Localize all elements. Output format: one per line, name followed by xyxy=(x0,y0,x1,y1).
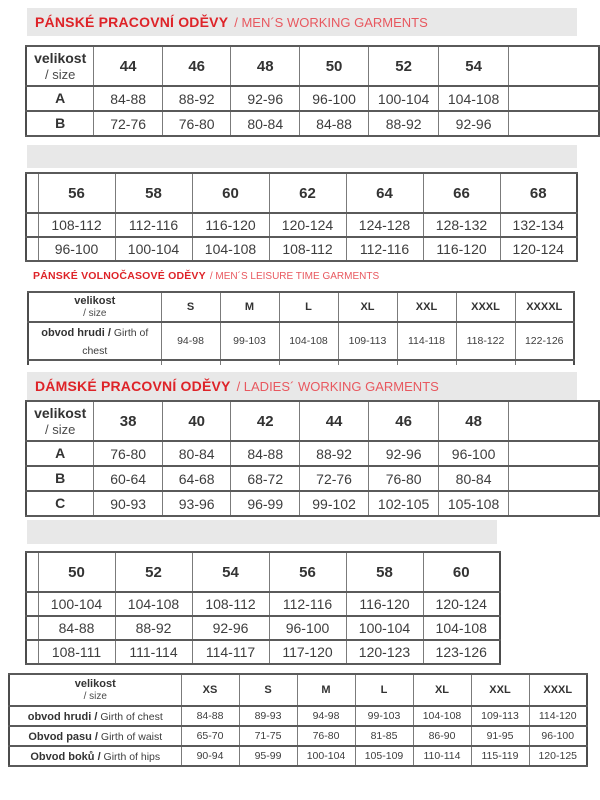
size-column-header: S xyxy=(239,674,297,706)
size-column-header: 62 xyxy=(269,173,346,213)
measurement-range-cell: 102-105 xyxy=(369,491,439,516)
measurement-range-cell: 112-116 xyxy=(115,213,192,237)
measurement-range-cell: 76-80 xyxy=(369,466,439,491)
cut-column-cell xyxy=(509,491,599,516)
measurement-range-cell: 96-100 xyxy=(439,441,509,466)
row-label-cell xyxy=(26,111,94,136)
measurement-range-cell: 112-116 xyxy=(346,237,423,261)
measurement-range-cell: 104-108 xyxy=(439,86,509,111)
measurement-range-cell: 96-100 xyxy=(269,616,346,640)
size-column-header: 38 xyxy=(94,401,163,441)
row-label-bold: B xyxy=(55,469,66,486)
size-table xyxy=(25,551,501,665)
size-column-header: XXL xyxy=(397,292,456,322)
table-row xyxy=(26,237,577,261)
measurement-range-cell: 94-98 xyxy=(161,322,220,360)
measurement-range-cell: 81-85 xyxy=(355,726,413,746)
table-row xyxy=(26,616,500,640)
velikost-label: velikost xyxy=(74,677,116,690)
row-label-translation: Girth of hips xyxy=(100,751,161,763)
measurement-range-cell: 120-124 xyxy=(269,213,346,237)
size-column-header: XXXXL xyxy=(515,292,574,322)
size-column-header: 56 xyxy=(269,552,346,592)
table-row xyxy=(26,640,500,664)
measurement-range-cell: 114-120 xyxy=(529,706,587,726)
measurement-range-cell: 109-113 xyxy=(471,706,529,726)
measurement-range-cell: 76-80 xyxy=(94,441,163,466)
size-column-header: 64 xyxy=(346,173,423,213)
section-title-english: / MEN´S LEISURE TIME GARMENTS xyxy=(209,270,380,282)
measurement-range-cell: 60-64 xyxy=(94,466,163,491)
row-label-translation: Girth of chest xyxy=(97,711,163,723)
measurement-range-cell xyxy=(220,360,279,365)
measurement-range-cell: 92-96 xyxy=(439,111,509,136)
row-label-bold: Obvod boků / xyxy=(30,751,101,763)
measurement-range-cell: 94-98 xyxy=(297,706,355,726)
measurement-range-cell: 116-120 xyxy=(423,237,500,261)
cut-column-cell xyxy=(509,111,599,136)
size-table xyxy=(8,673,588,767)
table-mens-working-sizes-44-54 xyxy=(25,45,600,139)
size-column-header: 54 xyxy=(439,46,509,86)
table-row xyxy=(26,441,599,466)
measurement-range-cell: 123-126 xyxy=(423,640,500,664)
size-column-header: 66 xyxy=(423,173,500,213)
size-table xyxy=(27,291,575,365)
divider-bar xyxy=(27,520,497,544)
measurement-range-cell: 100-104 xyxy=(346,616,423,640)
size-table xyxy=(25,172,578,262)
measurement-range-cell: 84-88 xyxy=(181,706,239,726)
measurement-range-cell: 91-95 xyxy=(471,726,529,746)
measurement-range-cell: 128-132 xyxy=(423,213,500,237)
size-label-header-cell xyxy=(9,674,181,706)
measurement-range-cell: 117-120 xyxy=(269,640,346,664)
measurement-range-cell: 116-120 xyxy=(346,592,423,616)
table-ladies-working-sizes-50-60 xyxy=(25,551,502,667)
measurement-range-cell: 95-99 xyxy=(239,746,297,766)
size-column-header: 60 xyxy=(423,552,500,592)
row-label-bold: obvod hrudi / xyxy=(41,327,111,339)
size-column-header: 40 xyxy=(162,401,231,441)
measurement-range-cell: 105-109 xyxy=(355,746,413,766)
measurement-range-cell: 100-104 xyxy=(297,746,355,766)
size-column-header: 54 xyxy=(192,552,269,592)
measurement-range-cell: 108-112 xyxy=(38,213,115,237)
measurement-range-cell: 72-76 xyxy=(300,466,369,491)
table-row xyxy=(26,592,500,616)
measurement-range-cell: 76-80 xyxy=(162,111,231,136)
measurement-range-cell: 84-88 xyxy=(94,86,163,111)
size-label: / size xyxy=(45,67,76,82)
cut-sliver-cell xyxy=(26,616,38,640)
size-column-header: XL xyxy=(338,292,397,322)
section-title-english: / LADIES´ WORKING GARMENTS xyxy=(236,378,439,394)
measurement-range-cell: 111-114 xyxy=(115,640,192,664)
measurement-range-cell: 100-104 xyxy=(38,592,115,616)
measurement-range-cell: 120-123 xyxy=(346,640,423,664)
size-label: / size xyxy=(83,307,107,319)
section-title-czech: PÁNSKÉ VOLNOČASOVÉ ODĚVY xyxy=(33,270,206,282)
measurement-range-cell: 92-96 xyxy=(231,86,300,111)
cut-sliver-cell xyxy=(26,213,38,237)
size-column-header: 42 xyxy=(231,401,300,441)
measurement-range-cell: 120-124 xyxy=(500,237,577,261)
measurement-range-cell: 65-70 xyxy=(181,726,239,746)
measurement-range-cell: 76-80 xyxy=(297,726,355,746)
measurement-range-cell: 88-92 xyxy=(115,616,192,640)
measurement-range-cell: 104-108 xyxy=(413,706,471,726)
row-label-cell xyxy=(9,726,181,746)
measurement-range-cell xyxy=(161,360,220,365)
cut-column-cell xyxy=(509,86,599,111)
size-column-header: 58 xyxy=(115,173,192,213)
velikost-label: velikost xyxy=(34,405,87,421)
table-ladies-leisure-sizes xyxy=(8,673,589,768)
measurement-range-cell: 110-114 xyxy=(413,746,471,766)
measurement-range-cell: 99-103 xyxy=(355,706,413,726)
table-row xyxy=(26,213,577,237)
measurement-range-cell: 118-122 xyxy=(456,322,515,360)
size-table xyxy=(25,45,600,137)
table-row xyxy=(28,360,574,365)
measurement-range-cell: 120-125 xyxy=(529,746,587,766)
measurement-range-cell: 88-92 xyxy=(162,86,231,111)
table-header-row xyxy=(26,401,599,441)
cut-column-cell xyxy=(509,466,599,491)
size-column-header: 52 xyxy=(369,46,439,86)
row-label-cell xyxy=(26,491,94,516)
measurement-range-cell: 104-108 xyxy=(115,592,192,616)
table-row xyxy=(26,491,599,516)
measurement-range-cell: 68-72 xyxy=(231,466,300,491)
size-label-header-cell xyxy=(26,401,94,441)
measurement-range-cell: 84-88 xyxy=(38,616,115,640)
section-header-mens-leisure xyxy=(33,269,379,283)
size-column-header: 52 xyxy=(115,552,192,592)
measurement-range-cell: 96-100 xyxy=(529,726,587,746)
measurement-range-cell: 71-75 xyxy=(239,726,297,746)
measurement-range-cell xyxy=(515,360,574,365)
measurement-range-cell xyxy=(397,360,456,365)
measurement-range-cell: 84-88 xyxy=(300,111,369,136)
measurement-range-cell: 104-108 xyxy=(192,237,269,261)
measurement-range-cell: 72-76 xyxy=(94,111,163,136)
measurement-range-cell: 116-120 xyxy=(192,213,269,237)
size-column-header: L xyxy=(279,292,338,322)
table-header-row xyxy=(26,46,599,86)
measurement-range-cell: 104-108 xyxy=(279,322,338,360)
table-mens-working-sizes-56-68 xyxy=(25,172,579,264)
measurement-range-cell: 124-128 xyxy=(346,213,423,237)
cut-sliver-cell xyxy=(26,173,38,213)
row-label-bold: B xyxy=(55,114,66,131)
measurement-range-cell: 108-111 xyxy=(38,640,115,664)
size-column-header: M xyxy=(220,292,279,322)
velikost-label: velikost xyxy=(34,50,87,66)
size-column-header: 58 xyxy=(346,552,423,592)
measurement-range-cell: 100-104 xyxy=(369,86,439,111)
row-label-cell xyxy=(9,746,181,766)
table-row xyxy=(26,86,599,111)
section-title-english: / MEN´S WORKING GARMENTS xyxy=(234,14,428,30)
size-column-header: XXL xyxy=(471,674,529,706)
cut-column-cell xyxy=(509,46,599,86)
measurement-range-cell: 84-88 xyxy=(231,441,300,466)
size-column-header: XXXL xyxy=(529,674,587,706)
measurement-range-cell: 109-113 xyxy=(338,322,397,360)
measurement-range-cell: 96-99 xyxy=(231,491,300,516)
cut-sliver-cell xyxy=(26,552,38,592)
measurement-range-cell: 92-96 xyxy=(192,616,269,640)
measurement-range-cell xyxy=(456,360,515,365)
size-column-header: 48 xyxy=(439,401,509,441)
row-label-bold: A xyxy=(55,89,66,106)
measurement-range-cell: 114-118 xyxy=(397,322,456,360)
table-ladies-working-sizes-38-48 xyxy=(25,400,600,518)
table-mens-leisure-sizes xyxy=(27,291,575,365)
measurement-range-cell: 88-92 xyxy=(300,441,369,466)
size-column-header: XS xyxy=(181,674,239,706)
measurement-range-cell: 93-96 xyxy=(162,491,231,516)
row-label-cell xyxy=(9,706,181,726)
size-column-header: 48 xyxy=(231,46,300,86)
size-column-header: 68 xyxy=(500,173,577,213)
table-row xyxy=(26,466,599,491)
row-label-bold: A xyxy=(55,444,66,461)
measurement-range-cell: 99-103 xyxy=(220,322,279,360)
measurement-range-cell: 96-100 xyxy=(38,237,115,261)
measurement-range-cell: 80-84 xyxy=(439,466,509,491)
measurement-range-cell: 90-94 xyxy=(181,746,239,766)
size-column-header: 44 xyxy=(300,401,369,441)
size-column-header: 56 xyxy=(38,173,115,213)
measurement-range-cell: 115-119 xyxy=(471,746,529,766)
size-column-header: L xyxy=(355,674,413,706)
row-label-cell xyxy=(28,360,161,365)
measurement-range-cell: 89-93 xyxy=(239,706,297,726)
measurement-range-cell: 108-112 xyxy=(269,237,346,261)
measurement-range-cell: 114-117 xyxy=(192,640,269,664)
size-column-header: 46 xyxy=(162,46,231,86)
measurement-range-cell: 122-126 xyxy=(515,322,574,360)
measurement-range-cell xyxy=(338,360,397,365)
measurement-range-cell: 96-100 xyxy=(300,86,369,111)
measurement-range-cell: 120-124 xyxy=(423,592,500,616)
table-row xyxy=(9,706,587,726)
cut-column-cell xyxy=(509,441,599,466)
measurement-range-cell: 86-90 xyxy=(413,726,471,746)
measurement-range-cell: 100-104 xyxy=(115,237,192,261)
measurement-range-cell: 92-96 xyxy=(369,441,439,466)
size-table xyxy=(25,400,600,517)
size-column-header: M xyxy=(297,674,355,706)
table-row xyxy=(9,746,587,766)
size-column-header: 50 xyxy=(38,552,115,592)
section-header-bar-mens-working xyxy=(27,8,577,36)
row-label-cell xyxy=(26,86,94,111)
measurement-range-cell: 112-116 xyxy=(269,592,346,616)
row-label-bold: Obvod pasu / xyxy=(28,731,98,743)
measurement-range-cell xyxy=(279,360,338,365)
velikost-label: velikost xyxy=(74,294,116,307)
size-column-header: 44 xyxy=(94,46,163,86)
row-label-bold: C xyxy=(55,494,66,511)
measurement-range-cell: 104-108 xyxy=(423,616,500,640)
table-row xyxy=(28,322,574,360)
measurement-range-cell: 80-84 xyxy=(162,441,231,466)
size-column-header: 46 xyxy=(369,401,439,441)
cut-column-cell xyxy=(509,401,599,441)
size-column-header: XL xyxy=(413,674,471,706)
section-header-bar-ladies-working xyxy=(27,372,577,400)
size-column-header: 50 xyxy=(300,46,369,86)
cut-sliver-cell xyxy=(26,237,38,261)
measurement-range-cell: 88-92 xyxy=(369,111,439,136)
measurement-range-cell: 132-134 xyxy=(500,213,577,237)
row-label-translation: Girth of waist xyxy=(98,731,163,743)
size-label: / size xyxy=(83,690,107,702)
table-header-row xyxy=(9,674,587,706)
table-row xyxy=(26,111,599,136)
table-row xyxy=(9,726,587,746)
divider-bar xyxy=(27,145,577,168)
row-label-cell xyxy=(28,322,161,360)
table-header-row xyxy=(26,552,500,592)
measurement-range-cell: 105-108 xyxy=(439,491,509,516)
row-label-cell xyxy=(26,466,94,491)
row-label-cell xyxy=(26,441,94,466)
section-title-czech: PÁNSKÉ PRACOVNÍ ODĚVY xyxy=(35,14,229,30)
cut-sliver-cell xyxy=(26,592,38,616)
size-label-header-cell xyxy=(28,292,161,322)
size-column-header: XXXL xyxy=(456,292,515,322)
row-label-bold: obvod hrudi / xyxy=(27,711,98,723)
size-column-header: S xyxy=(161,292,220,322)
size-column-header: 60 xyxy=(192,173,269,213)
measurement-range-cell: 64-68 xyxy=(162,466,231,491)
cut-sliver-cell xyxy=(26,640,38,664)
measurement-range-cell: 90-93 xyxy=(94,491,163,516)
measurement-range-cell: 80-84 xyxy=(231,111,300,136)
size-label: / size xyxy=(45,422,76,437)
measurement-range-cell: 108-112 xyxy=(192,592,269,616)
section-title-czech: DÁMSKÉ PRACOVNÍ ODĚVY xyxy=(35,378,231,394)
row-label-translation: Girth of chest xyxy=(82,327,149,357)
measurement-range-cell: 99-102 xyxy=(300,491,369,516)
table-header-row xyxy=(26,173,577,213)
table-header-row xyxy=(28,292,574,322)
size-label-header-cell xyxy=(26,46,94,86)
